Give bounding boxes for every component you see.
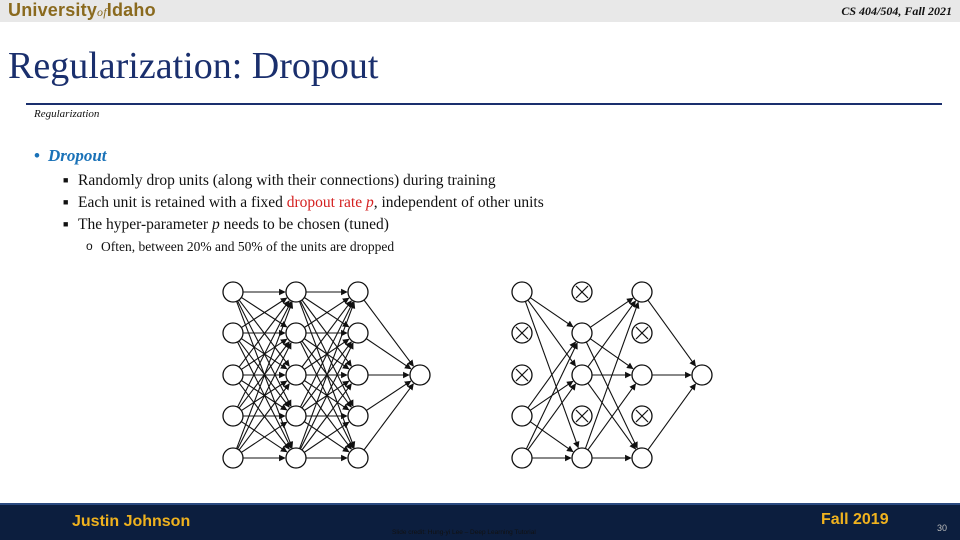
logo-of: of bbox=[97, 5, 107, 19]
connection-line bbox=[528, 342, 576, 408]
neuron bbox=[410, 365, 430, 385]
neuron bbox=[348, 365, 368, 385]
neuron bbox=[223, 448, 243, 468]
bullet-dot: • bbox=[34, 146, 40, 165]
neuron bbox=[348, 282, 368, 302]
neuron bbox=[223, 365, 243, 385]
page-number: 30 bbox=[937, 523, 948, 533]
neuron bbox=[572, 448, 592, 468]
circle-bullet-icon: o bbox=[86, 239, 93, 253]
neuron bbox=[348, 406, 368, 426]
sub-bullet-1 bbox=[63, 172, 496, 190]
title-rule bbox=[26, 103, 942, 105]
neuron bbox=[223, 323, 243, 343]
neuron bbox=[223, 282, 243, 302]
sub-bullet-2-post: , independent of other units bbox=[373, 194, 544, 211]
square-bullet-icon: ■ bbox=[63, 219, 69, 229]
neuron bbox=[632, 448, 652, 468]
sub-sub-bullet-1 bbox=[86, 239, 395, 255]
top-bar bbox=[0, 0, 960, 22]
connection-line bbox=[364, 384, 413, 450]
neuron bbox=[223, 406, 243, 426]
neuron bbox=[286, 323, 306, 343]
neuron bbox=[348, 323, 368, 343]
neuron bbox=[512, 406, 532, 426]
full-network bbox=[223, 282, 430, 468]
logo-end: Idaho bbox=[106, 0, 156, 20]
neuron bbox=[632, 365, 652, 385]
sub-bullet-2-pre: Each unit is retained with a fixed bbox=[78, 194, 287, 211]
neuron bbox=[512, 448, 532, 468]
dropout-network bbox=[512, 282, 712, 468]
neuron bbox=[692, 365, 712, 385]
section-label: Regularization bbox=[34, 108, 100, 120]
dropout-rate-var: p bbox=[365, 194, 374, 211]
sub-bullet-1-text: Randomly drop units (along with their connections) during training bbox=[78, 172, 496, 189]
bullet-dropout-label: Dropout bbox=[47, 146, 107, 165]
neuron bbox=[348, 448, 368, 468]
slide-credit: Slide credit: Hung-yi Lee – Deep Learning Tutorial bbox=[392, 529, 536, 536]
university-logo bbox=[8, 0, 156, 21]
connection-line bbox=[528, 300, 576, 366]
slide-title: Regularization: Dropout bbox=[8, 45, 379, 87]
term-label: Fall 2019 bbox=[821, 511, 889, 528]
neuron bbox=[286, 365, 306, 385]
sub-sub-bullet-1-text: Often, between 20% and 50% of the units are dropped bbox=[101, 239, 395, 254]
sub-bullet-3 bbox=[63, 216, 389, 234]
connection-line bbox=[526, 343, 577, 449]
neuron bbox=[632, 282, 652, 302]
connection-line bbox=[648, 384, 696, 450]
logo-main: University bbox=[8, 0, 98, 20]
neuron bbox=[572, 323, 592, 343]
sub-bullet-3-pre: The hyper-parameter bbox=[78, 216, 212, 233]
square-bullet-icon: ■ bbox=[63, 175, 69, 185]
dropout-rate-term bbox=[287, 194, 374, 211]
footer-accent bbox=[0, 503, 960, 505]
connection-line bbox=[364, 300, 413, 366]
square-bullet-icon: ■ bbox=[63, 197, 69, 207]
neuron bbox=[572, 365, 592, 385]
neuron bbox=[512, 282, 532, 302]
neuron bbox=[286, 448, 306, 468]
neuron bbox=[286, 406, 306, 426]
footer-bar bbox=[0, 503, 960, 540]
course-label: CS 404/504, Fall 2021 bbox=[841, 4, 952, 18]
sub-bullet-2 bbox=[63, 194, 544, 212]
dropout-figure bbox=[210, 274, 740, 474]
dropout-rate-label: dropout rate bbox=[286, 194, 366, 211]
connection-line bbox=[528, 384, 576, 450]
sub-bullet-3-post: needs to be chosen (tuned) bbox=[219, 216, 389, 233]
connection-line bbox=[648, 300, 696, 366]
neuron bbox=[286, 282, 306, 302]
presenter-name: Justin Johnson bbox=[72, 513, 191, 530]
connection-line bbox=[588, 301, 636, 367]
bullet-dropout bbox=[34, 146, 107, 166]
connection-line bbox=[530, 422, 573, 452]
hyperparameter-var: p bbox=[211, 216, 220, 233]
